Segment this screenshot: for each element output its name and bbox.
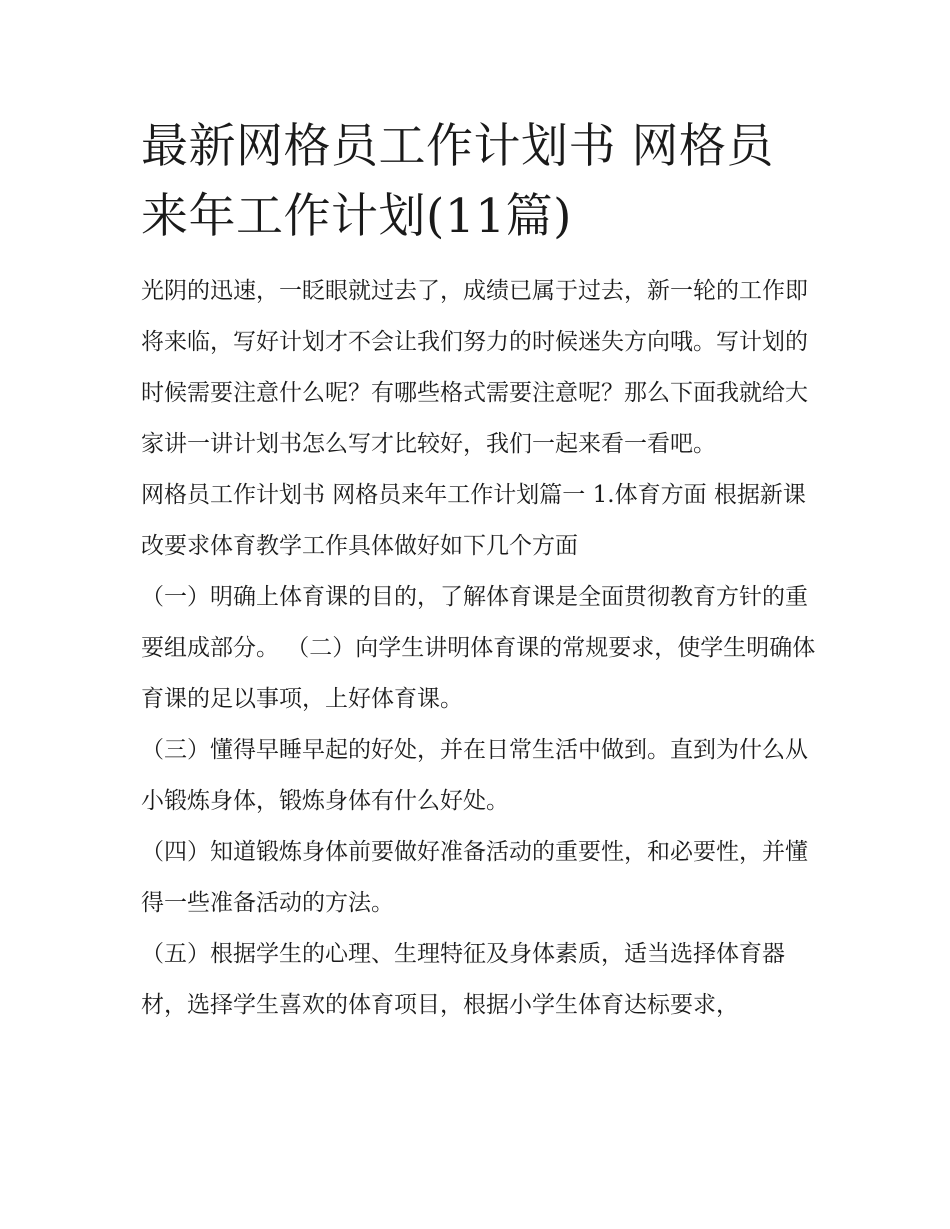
section-heading-paragraph: 网格员工作计划书 网格员来年工作计划篇一 1.体育方面 根据新课改要求体育教学工作具体做好如下几个方面: [141, 482, 806, 559]
intro-paragraph: 光阴的迅速，一眨眼就过去了，成绩已属于过去，新一轮的工作即将来临，写好计划才不会让我们努力的时候迷失方向哦。写计划的时候需要注意什么呢？有哪些格式需要注意呢？那么下面我就给大家讲一讲计划书怎么写才比较好，我们一起来看一看吧。: [141, 278, 808, 457]
document-title: 最新网格员工作计划书 网格员来年工作计划(11篇): [141, 119, 774, 244]
list-paragraph-four: （四）知道锻炼身体前要做好准备活动的重要性，和必要性，并懂得一些准备活动的方法。: [141, 839, 808, 916]
document-body: [141, 112, 821, 1031]
list-paragraph-one-two: （一）明确上体育课的目的，了解体育课是全面贯彻教育方针的重要组成部分。 （二）向学生讲明体育课的常规要求，使学生明确体育课的足以事项，上好体育课。: [141, 584, 816, 712]
list-paragraph-five: （五）根据学生的心理、生理特征及身体素质，适当选择体育器材，选择学生喜欢的体育项目，根据小学生体育达标要求，: [141, 941, 785, 1018]
list-paragraph-three: （三）懂得早睡早起的好处，并在日常生活中做到。直到为什么从小锻炼身体，锻炼身体有什么好处。: [141, 737, 808, 814]
